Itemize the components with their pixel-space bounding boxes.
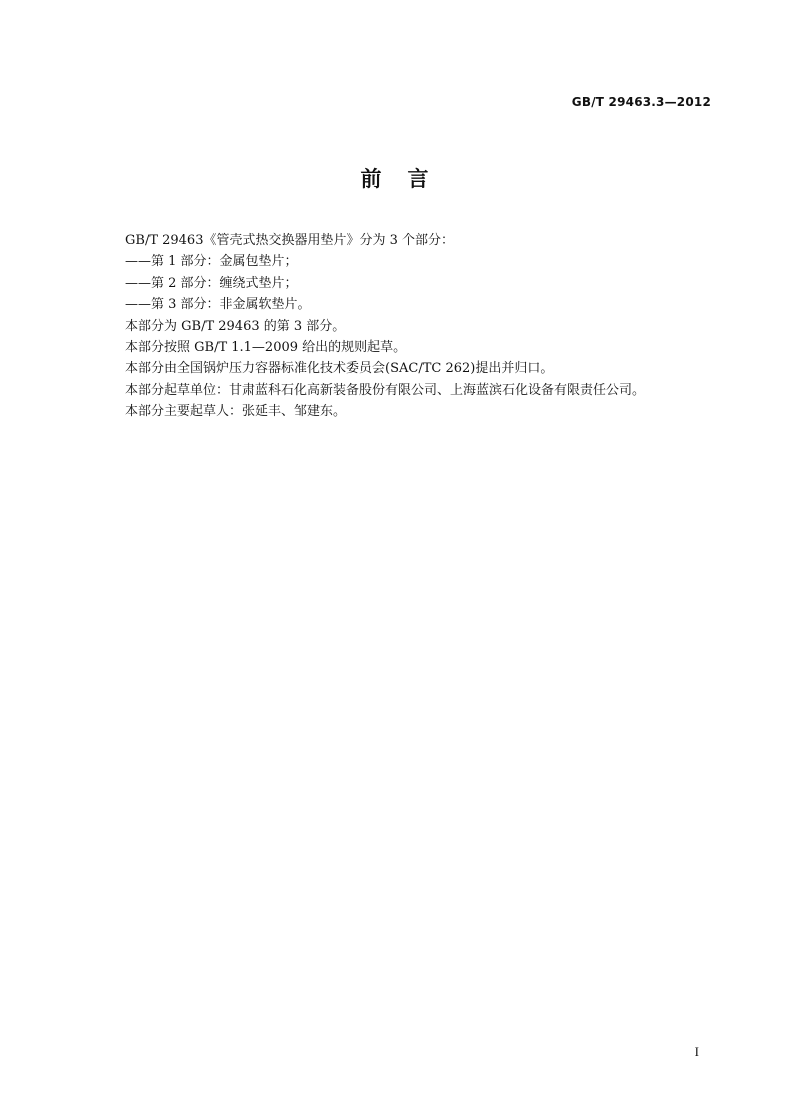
paragraph-drafting-units: 本部分起草单位：甘肃蓝科石化高新装备股份有限公司、上海蓝滨石化设备有限责任公司。 xyxy=(125,382,646,398)
paragraph-drafters: 本部分主要起草人：张延丰、邹建东。 xyxy=(125,404,347,420)
page-title: 前言 xyxy=(360,167,455,191)
list-item-part-2: ——第 2 部分：缠绕式垫片； xyxy=(125,275,298,291)
paragraph-drafting-rules: 本部分按照 GB/T 1.1—2009 给出的规则起草。 xyxy=(125,340,407,356)
paragraph-parts-overview: GB/T 29463《管壳式热交换器用垫片》分为 3 个部分： xyxy=(125,233,455,248)
paragraph-this-part: 本部分为 GB/T 29463 的第 3 部分。 xyxy=(125,318,346,334)
list-item-part-3: ——第 3 部分：非金属软垫片。 xyxy=(125,297,311,313)
list-item-part-1: ——第 1 部分：金属包垫片； xyxy=(125,254,298,270)
paragraph-proposed-by: 本部分由全国锅炉压力容器标准化技术委员会(SAC/TC 262)提出并归口。 xyxy=(125,361,554,377)
document-number: GB/T 29463.3—2012 xyxy=(571,95,711,109)
foreword-body xyxy=(125,230,725,423)
page-number: I xyxy=(694,1044,699,1059)
